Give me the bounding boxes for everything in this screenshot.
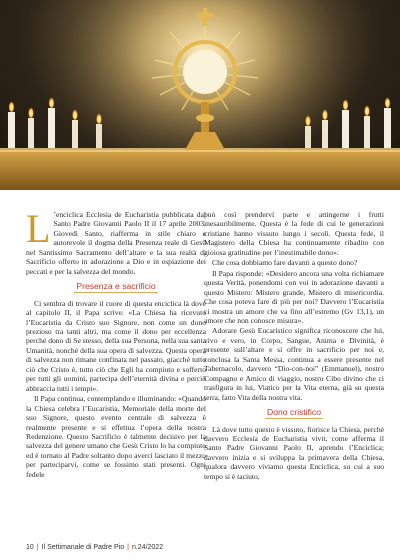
body-paragraph: Ci sembra di trovare il cuore di questa enciclica là dove al capitolo II, il Papa scrive: «La Chiesa ha ricevuto l’Eucaristia da Cristo suo Signore, non come un dono prezioso tra tanti altri, ma come il dono per eccellenza perché dono di Se stesso, della sua Persona, nella sua santa Umanità, nonché della sua opera di salvezza. Questa opera di salvezza non rimane confinata nel passato, giacché tutto ciò che Cristo è, tutto ciò che Egli ha compiuto e sofferto per tutti gli uomini, partecipa dell’eternità divina e perciò abbraccia tutti i tempi». <box>26 298 206 393</box>
body-paragraph: può così prenderví parte e attingerne i frutti inesauribilmente. Questa è la fede di cui le generazioni cristiane hanno vissuto lungo i secoli. Questa fede, il Magistero della Chiesa ha continuamente ribadito con gioiosa gratitudine per l’inestimabile dono». <box>204 210 384 257</box>
section-title-text: Dono cristifico <box>267 407 321 418</box>
intro-paragraph <box>26 206 206 276</box>
left-column <box>26 206 206 480</box>
section-title-text: Presenza e sacrificio <box>76 281 156 292</box>
section-title-presenza <box>26 282 206 293</box>
drop-cap: L <box>26 206 51 251</box>
body-paragraph: Che cosa dobbiamo fare davanti a questo dono? <box>212 258 358 268</box>
footer-separator: | <box>36 544 39 551</box>
body-paragraph: Il Papa risponde: «Desidero ancora una volta richiamare questa Verità, ponendomi con voi in adorazione davanti a questo Mistero: Mistero grande, Mistero di misericordia. Che cosa poteva fare di più per noi? Davvero l’Eucaristia ci mostra un amore che va fino all’estremo (Gv 13,1), un amore che non conosce misura». <box>204 268 384 325</box>
monstrance-photo-icon <box>0 0 400 190</box>
body-paragraph: Là dove tutto questo è vissuto, fiorisce la Chiesa, perché davvero Ecclesia de Eucharistia vivit, come afferma il Santo Padre Giovanni Paolo II, aprendo l’Enciclica; davvero inizia e si sviluppa la primavera della Chiesa, qualora davvero viviamo questa Enciclica, su cui a suo tempo si è taciuto, <box>204 424 384 481</box>
body-paragraph: Adorare Gesù Eucaristico significa riconoscere che lui, vivo e vero, in Corpo, Sangue, Anima e Divinità, è presente sull’altare e si offre in sacrificio per noi e, conclusa la Santa Messa, continua a essere presente nel Tabernacolo, davvero “Dio-con-noi” (Emmanuel), nostro Compagno e Amico di viaggio, nostro Cibo divino che ci trasfigura in lui, Viatico per la Vita eterna, già su questa terra, fatto Vita della nostra vita. <box>204 326 384 402</box>
issue-number: n.24/2022 <box>131 544 164 551</box>
body-paragraph: Il Papa continua, contemplando e illuminando: «Quando la Chiesa celebra l’Eucaristia, Memoriale della morte del suo Signore, questo evento centrale di salvezza è realmente presente e si effettua l’opera della nostra Redenzione. Questo Sacrificio è talmente decisivo per la salvezza del genere umano che Gesù Cristo lo ha compiuto ed è tornato al Padre soltanto dopo averci lasciato il mezzo per parteciparvi, come se fossimo stati presenti. Ogni fedele <box>26 394 206 479</box>
section-title-dono <box>204 408 384 419</box>
right-column <box>204 210 384 482</box>
footer-separator: | <box>127 544 129 551</box>
intro-text: ’enciclica Ecclesia de Eucharistia pubblicata dal Santo Padre Giovanni Paolo II il 17 aprile 2003, Giovedì Santo, riafferma in stile chiaro e autorevole il dogma della Presenza reale di Gesù nel Santissimo Sacramento dell’altare e la sua realtà di Sacrificio offerto in adorazione a Dio e in espiazione dei peccati e per la salvezza del mondo. <box>26 210 206 276</box>
page-footer <box>26 544 386 551</box>
publication-name: Il Settimanale di Padre Pio <box>41 544 125 551</box>
page-number: 10 <box>26 544 34 551</box>
hero-photo <box>0 0 400 190</box>
